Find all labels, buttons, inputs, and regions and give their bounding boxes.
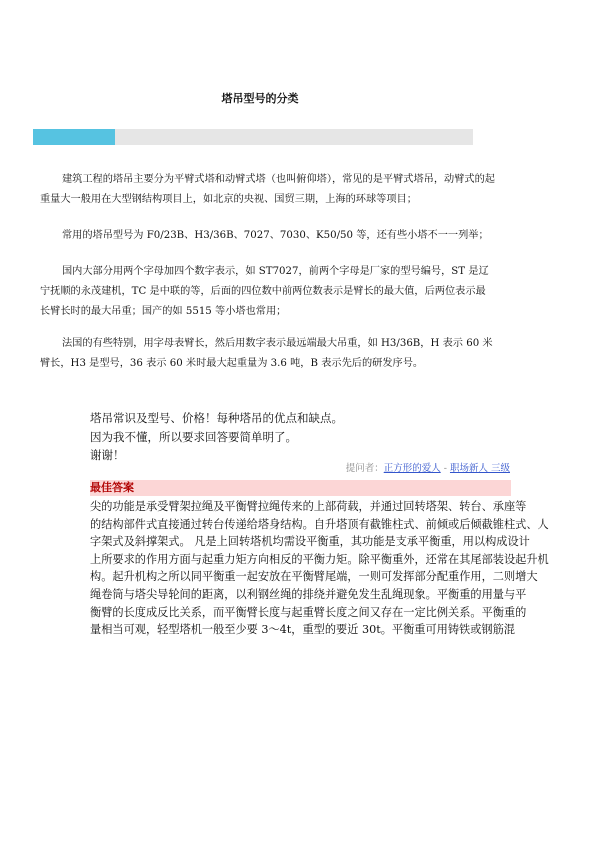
paragraph-domestic-naming: 国内大部分用两个字母加四个数字表示，如 ST7027，前两个字母是厂家的型号编号，ST 是辽宁抚顺的永茂建机，TC 是中联的等，后面的四位数中前两位数表示是臂长的最大值，后两位表示最长臂长时的最大吊重；国产的如 5515 等小塔也常用； [40,266,489,317]
asker-separator: - [440,463,450,474]
asker-name-link[interactable]: 正方形的爱人 [383,463,441,474]
answer-line: 上所要求的作用方面与起重力矩方向相反的平衡力矩。除平衡重外，还常在其尾部装设起升机 [90,552,549,566]
answer-line: 构。起升机构之所以同平衡重一起安放在平衡臂尾端，一则可发挥部分配重作用，二则增大 [90,570,538,584]
answer-line: 绳卷筒与塔尖导轮间的距离，以利钢丝绳的排绕并避免发生乱绳现象。平衡重的用量与平 [90,587,527,601]
progress-bar [33,129,473,145]
asker-info [346,460,510,474]
question-line: 谢谢！ [90,448,125,462]
paragraph-french-naming: 法国的有些特别，用字母表臂长，然后用数字表示最远端最大吊重，如 H3/36B，H 表示 60 米臂长，H3 是型号，36 表示 60 米时最大起重量为 3.6 吨，B 表示先后的研发序号。 [40,338,493,369]
question-line: 因为我不懂，所以要求回答要简单明了。 [90,430,297,444]
paragraph-common-models: 常用的塔吊型号为 F0/23B、H3/36B、7027、7030、K50/50 等，还有些小塔不一一列举； [62,230,489,241]
paragraph-tower-types: 建筑工程的塔吊主要分为平臂式塔和动臂式塔（也叫俯仰塔），常见的是平臂式塔吊，动臂式的起重量大一般用在大型钢结构项目上，如北京的央视、国贸三期，上海的环球等项目； [40,174,495,205]
answer-line: 量相当可观，轻型塔机一般至少要 3～4t，重型的要近 30t。平衡重可用铸铁或钢筋混 [90,623,515,637]
answer-body [90,498,549,639]
page-title: 塔吊型号的分类 [221,92,299,105]
asker-level-link[interactable]: 职场新人 三级 [449,463,510,474]
question-line: 塔吊常识及型号、价格！每种塔吊的优点和缺点。 [90,411,343,425]
answer-line: 字架式及斜撑架式。 凡是上回转塔机均需设平衡重，其功能是支承平衡重，用以构成设计 [90,535,530,549]
best-answer-heading: 最佳答案 [90,480,511,496]
answer-line: 尖的功能是承受臂架拉绳及平衡臂拉绳传来的上部荷载，并通过回转塔架、转台、承座等 [90,500,527,513]
answer-line: 的结构部件式直接通过转台传递给塔身结构。自升塔顶有截锥柱式、前倾或后倾截锥柱式、人 [90,517,549,531]
answer-line: 衡臂的长度成反比关系，而平衡臂长度与起重臂长度之间又存在一定比例关系。平衡重的 [90,605,527,619]
progress-bar-fill [33,129,115,145]
asker-label: 提问者： [345,463,384,474]
